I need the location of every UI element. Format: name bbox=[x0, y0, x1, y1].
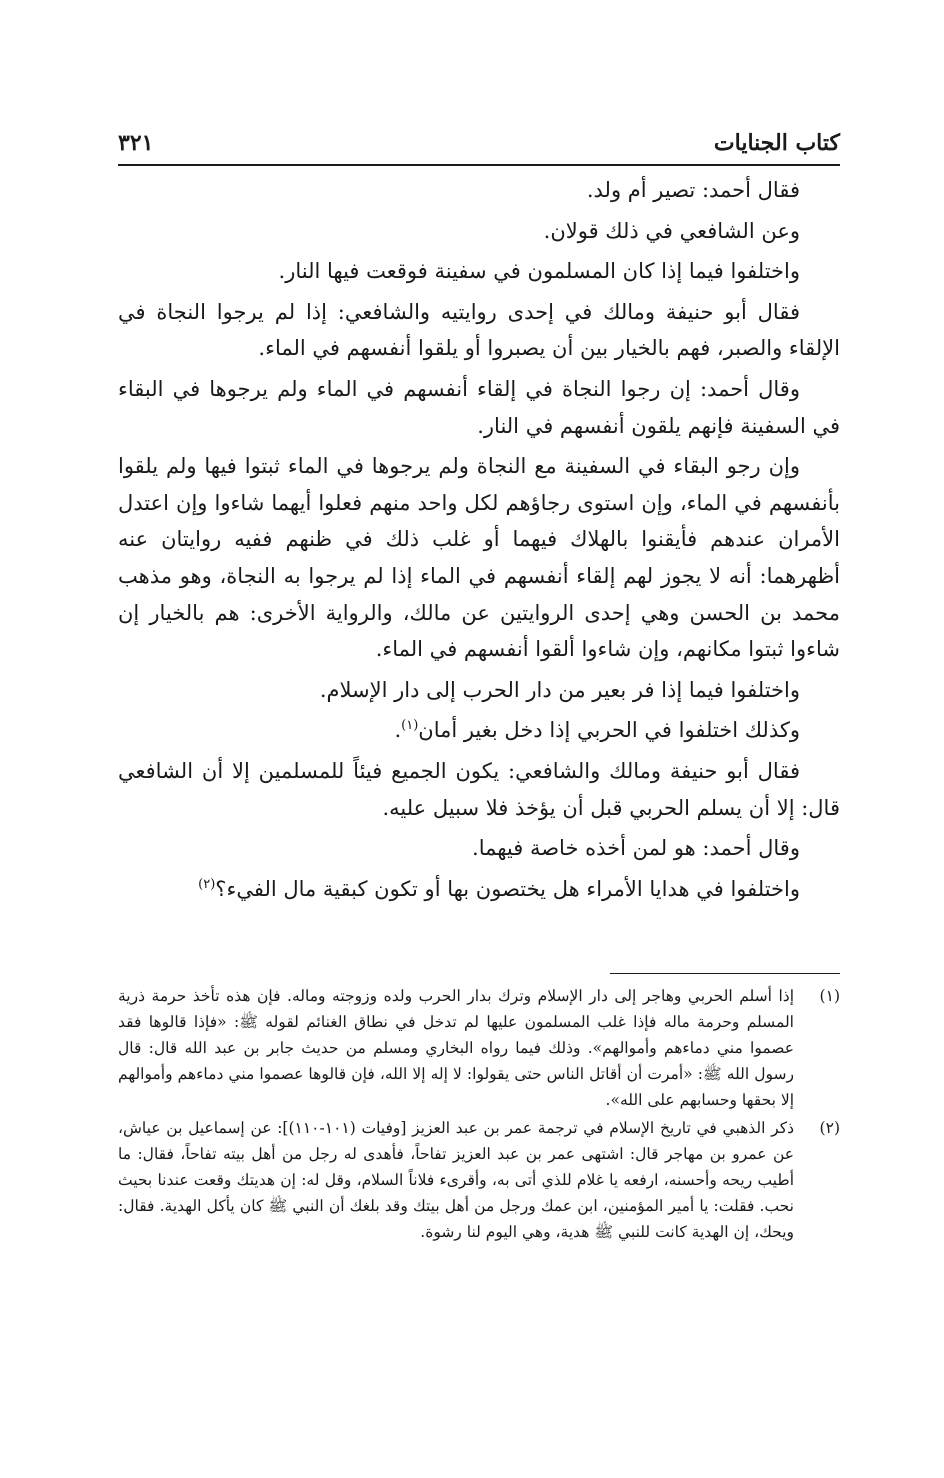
paragraph: فقال أبو حنيفة ومالك والشافعي: يكون الجميع فيئاً للمسلمين إلا أن الشافعي قال: إلا أن يسلم الحربي قبل أن يؤخذ فلا سبيل عليه. bbox=[118, 758, 840, 820]
footnote-ref[interactable]: (١) bbox=[401, 718, 419, 734]
footnotes bbox=[118, 983, 840, 1247]
footnote-text: ذكر الذهبي في تاريخ الإسلام في ترجمة عمر بن عبد العزيز [وفيات (١٠١-١١٠)]: عن إسماعيل بن عياش، عن عمرو بن مهاجر قال: اشتهى عمر بن عبد العزيز تفاحاً، فأهدى له رجل من أهل بيته تفاحاً، فقال: ما أطيب ريحه وأحسنه، ارفعه يا غلام للذي أتى به، وأقرىء فلاناً السلام، وقل له: إن هديتك وقعت عندنا بحيث نحب. فقلت: يا أمير المؤمنين، ابن عمك ورجل من أهل بيتك وقد بلغك أن النبي ﷺ كان يأكل الهدية. فقال: ويحك، إن الهدية كانت للنبي ﷺ هدية، وهي اليوم لنا رشوة. bbox=[118, 1119, 794, 1241]
paragraph-with-footnote bbox=[118, 712, 840, 749]
footnote-ref[interactable]: (٢) bbox=[198, 876, 216, 892]
paragraph: وإن رجو البقاء في السفينة مع النجاة ولم يرجوها في الماء ثبتوا فيها ولم يلقوا بأنفسهم في الماء، وإن استوى رجاؤهم لكل واحد منهم فعلوا أيهما شاءوا وإن اعتدل الأمران عندهم فأيقنوا بالهلاك فيهما أو غلب ذلك في ظنهم ففيه روايتان عنه أظهرهما: أنه لا يجوز لهم إلقاء أنفسهم في الماء إذا لم يرجوا به النجاة، وهو مذهب محمد بن الحسن وهي إحدى الروايتين عن مالك، والرواية الأخرى: هم بالخيار إن شاءوا ثبتوا مكانهم، وإن شاءوا ألقوا أنفسهم في الماء. bbox=[118, 454, 840, 662]
footnote-number: (٢) bbox=[819, 1119, 840, 1137]
footnote-text: إذا أسلم الحربي وهاجر إلى دار الإسلام وترك بدار الحرب ولده وزوجته وماله. فإن هذه تأخذ حرمة ذرية المسلم وحرمة ماله فإذا غلب المسلمون عليها لم تدخل في نطاق الغنائم لقوله ﷺ: «فإذا قالوها فقد عصموا مني دماءهم وأموالهم». وذلك فيما رواه البخاري ومسلم من حديث جابر بن عبد الله قال: قال رسول الله ﷺ: «أمرت أن أقاتل الناس حتى يقولوا: لا إله إلا الله، فإن قالوها عصموا مني دماءهم وأموالهم إلا بحقها وحسابهم على الله». bbox=[118, 987, 794, 1109]
running-header bbox=[118, 124, 840, 162]
paragraph: وقال أحمد: إن رجوا النجاة في إلقاء أنفسهم في الماء ولم يرجوها في البقاء في السفينة فإنهم يلقون أنفسهم في النار. bbox=[118, 376, 840, 438]
paragraph-with-footnote bbox=[118, 871, 840, 908]
page-number: ٣٢١ bbox=[118, 130, 154, 156]
footnote-number: (١) bbox=[819, 987, 840, 1005]
paragraph: فقال أحمد: تصير أم ولد. bbox=[586, 178, 800, 202]
paragraph: واختلفوا فيما إذا كان المسلمون في سفينة فوقعت فيها النار. bbox=[278, 259, 800, 284]
footnote-item bbox=[118, 1115, 840, 1245]
main-text bbox=[118, 172, 840, 911]
header-rule bbox=[118, 164, 840, 166]
paragraph-end: . bbox=[394, 718, 402, 743]
footnote-separator bbox=[610, 973, 840, 974]
footnote-item bbox=[118, 983, 840, 1113]
paragraph: فقال أبو حنيفة ومالك في إحدى روايتيه والشافعي: إذا لم يرجوا النجاة في الإلقاء والصبر، فهم بالخيار بين أن يصبروا أو يلقوا أنفسهم في الماء. bbox=[118, 299, 840, 361]
paragraph-text: وكذلك اختلفوا في الحربي إذا دخل بغير أمان bbox=[418, 718, 800, 743]
paragraph: واختلفوا فيما إذا فر بعير من دار الحرب إلى دار الإسلام. bbox=[319, 677, 800, 702]
paragraph-text: واختلفوا في هدايا الأمراء هل يختصون بها أو تكون كبقية مال الفيء؟ bbox=[215, 876, 800, 901]
paragraph: وقال أحمد: هو لمن أخذه خاصة فيهما. bbox=[472, 836, 800, 861]
chapter-title: كتاب الجنايات bbox=[713, 130, 840, 156]
paragraph: وعن الشافعي في ذلك قولان. bbox=[543, 218, 800, 243]
